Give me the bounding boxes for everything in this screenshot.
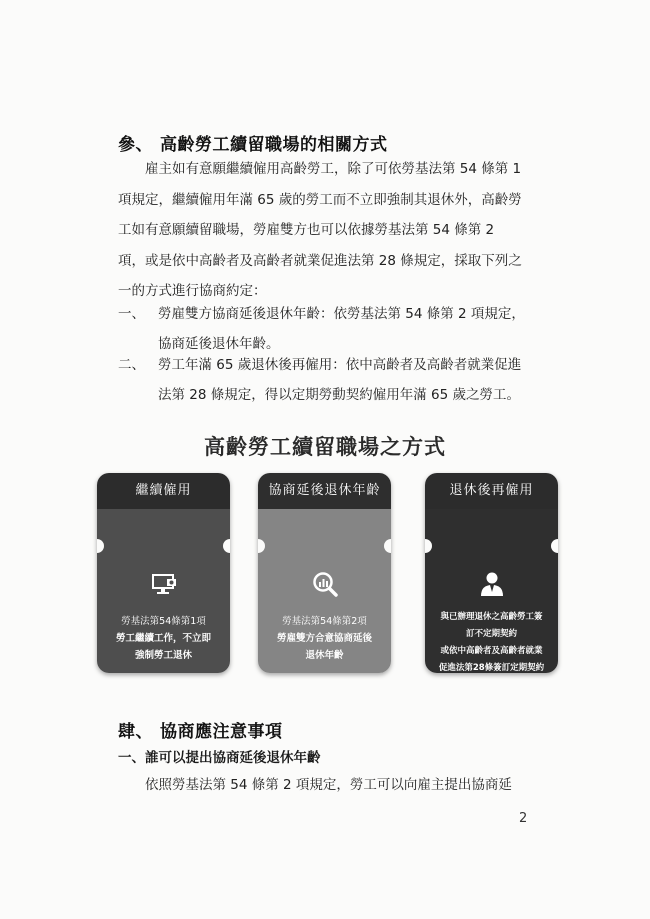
person-icon	[477, 571, 507, 597]
list-item-line: 勞工年滿 65 歲退休後再僱用：依中高齡者及高齡者就業促進	[158, 357, 522, 373]
card-line: 強制勞工退休	[134, 650, 192, 661]
section-title: 協商應注意事項	[160, 722, 283, 742]
card-rehire-after-retirement	[425, 473, 558, 673]
card-body	[97, 509, 230, 673]
card-line: 勞雇雙方合意協商延後	[276, 633, 372, 644]
card-body	[258, 509, 391, 673]
list-item-line: 法第 28 條規定，得以定期勞動契約僱用年滿 65 歲之勞工。	[158, 387, 521, 403]
paragraph-line: 項，或是依中高齡者及高齡者就業促進法第 28 條規定，採取下列之	[118, 252, 522, 269]
list-marker: 一、	[118, 306, 145, 322]
section-number: 參、	[118, 135, 153, 155]
paragraph-line: 項規定，繼續僱用年滿 65 歲的勞工而不立即強制其退休外，高齡勞	[118, 191, 522, 208]
list-item-line: 勞雇雙方協商延後退休年齡：依勞基法第 54 條第 2 項規定，	[158, 306, 525, 322]
monitor-icon	[149, 571, 179, 597]
page-number: 2	[519, 811, 528, 826]
subheading: 一、誰可以提出協商延後退休年齡	[118, 750, 321, 766]
card-line: 與已辦理退休之高齡勞工簽	[440, 612, 543, 622]
card-header: 退休後再僱用	[425, 473, 558, 509]
section-number: 肆、	[118, 722, 153, 742]
paragraph-line: 雇主如有意願繼續僱用高齡勞工，除了可依勞基法第 54 條第 1	[118, 161, 522, 177]
section-3-heading	[118, 130, 388, 155]
list-item-line: 協商延後退休年齡。	[158, 336, 280, 352]
list-marker: 二、	[118, 357, 145, 373]
paragraph-line: 一的方式進行協商約定：	[118, 283, 267, 299]
card-header: 繼續僱用	[97, 473, 230, 509]
card-line: 勞基法第54條第1項	[121, 616, 206, 627]
card-line: 勞基法第54條第2項	[282, 616, 367, 627]
infographic-title: 高齡勞工續留職場之方式	[204, 435, 446, 459]
section-3-paragraph	[118, 154, 533, 307]
paragraph-line: 工如有意願續留職場，勞雇雙方也可以依據勞基法第 54 條第 2	[118, 222, 495, 238]
card-line: 勞工繼續工作，不立即	[115, 633, 211, 644]
card-header: 協商延後退休年齡	[258, 473, 391, 509]
card-body	[425, 509, 558, 673]
card-line: 促進法第28條簽訂定期契約	[438, 663, 545, 673]
section-4-paragraph	[118, 770, 533, 801]
paragraph-line: 依照勞基法第 54 條第 2 項規定，勞工可以向雇主提出協商延	[118, 777, 512, 793]
card-negotiate-delay-retirement	[258, 473, 391, 673]
card-line: 或依中高齡者及高齡者就業	[440, 646, 543, 656]
section-title: 高齡勞工續留職場的相關方式	[160, 135, 388, 155]
section-4-heading	[118, 717, 283, 742]
card-line: 訂不定期契約	[465, 629, 517, 639]
magnifier-chart-icon	[310, 571, 340, 597]
card-continued-employment	[97, 473, 230, 673]
card-line: 退休年齡	[305, 650, 344, 661]
